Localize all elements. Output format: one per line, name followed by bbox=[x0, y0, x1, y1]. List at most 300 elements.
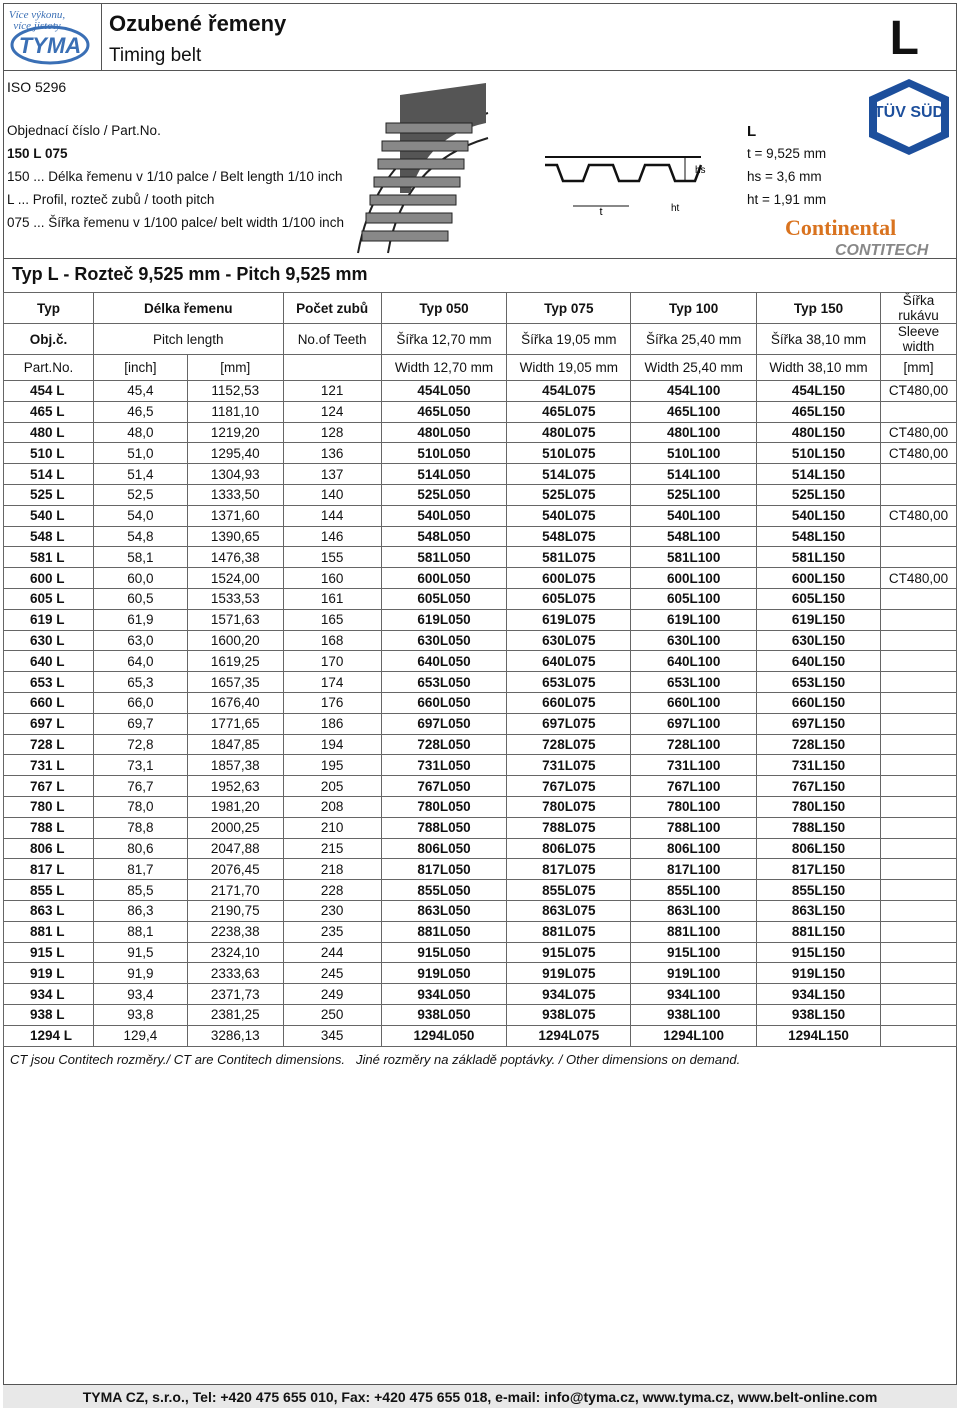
col-header: Width 12,70 mm bbox=[381, 355, 507, 381]
table-cell: 176 bbox=[283, 692, 381, 713]
table-cell: 817L050 bbox=[381, 859, 507, 880]
table-cell: 454 L bbox=[4, 381, 94, 402]
svg-text:TYMA: TYMA bbox=[18, 33, 82, 58]
col-header: Pitch length bbox=[93, 324, 283, 355]
title-bar bbox=[3, 3, 957, 71]
table-cell: 1295,40 bbox=[187, 443, 283, 464]
table-cell: 66,0 bbox=[93, 692, 187, 713]
table-cell: 525L150 bbox=[757, 484, 881, 505]
iso-standard: ISO 5296 bbox=[7, 79, 67, 95]
table-cell: 640 L bbox=[4, 651, 94, 672]
table-cell bbox=[880, 1025, 956, 1046]
info-line: 075 ... Šířka řemenu v 1/100 palce/ belt width 1/100 inch bbox=[7, 215, 344, 230]
table-cell: 660L050 bbox=[381, 692, 507, 713]
page-subtitle: Timing belt bbox=[109, 45, 202, 66]
table-cell: 525 L bbox=[4, 484, 94, 505]
table-cell: 510L075 bbox=[507, 443, 631, 464]
table-cell: 915L100 bbox=[631, 942, 757, 963]
table-cell: 245 bbox=[283, 963, 381, 984]
table-cell: 630L075 bbox=[507, 630, 631, 651]
table-cell: 250 bbox=[283, 1004, 381, 1025]
table-cell: 1981,20 bbox=[187, 796, 283, 817]
table-row bbox=[4, 734, 957, 755]
table-cell: 806L050 bbox=[381, 838, 507, 859]
table-cell: 788L075 bbox=[507, 817, 631, 838]
table-cell bbox=[880, 942, 956, 963]
col-header: [mm] bbox=[187, 355, 283, 381]
table-cell: 1600,20 bbox=[187, 630, 283, 651]
table-cell: 170 bbox=[283, 651, 381, 672]
table-cell: 938L150 bbox=[757, 1004, 881, 1025]
table-cell: 174 bbox=[283, 672, 381, 693]
spec-pitch: t = 9,525 mm bbox=[747, 146, 827, 161]
table-cell: 728L075 bbox=[507, 734, 631, 755]
table-row bbox=[4, 609, 957, 630]
table-cell: 73,1 bbox=[93, 755, 187, 776]
table-cell: 728L100 bbox=[631, 734, 757, 755]
continental-logo bbox=[783, 215, 953, 259]
info-line: L ... Profil, rozteč zubů / tooth pitch bbox=[7, 192, 215, 207]
col-header: Typ 100 bbox=[631, 293, 757, 324]
table-cell: 780 L bbox=[4, 796, 94, 817]
table-row bbox=[4, 630, 957, 651]
table-cell: 660L075 bbox=[507, 692, 631, 713]
table-cell: 660 L bbox=[4, 692, 94, 713]
table-cell bbox=[880, 734, 956, 755]
table-cell: 93,4 bbox=[93, 984, 187, 1005]
table-cell: 454L050 bbox=[381, 381, 507, 402]
svg-text:Více výkonu,: Více výkonu, bbox=[8, 9, 66, 21]
table-cell: 345 bbox=[283, 1025, 381, 1046]
header bbox=[3, 3, 957, 259]
table-cell: 697L075 bbox=[507, 713, 631, 734]
table-cell bbox=[880, 547, 956, 568]
table-cell: 230 bbox=[283, 900, 381, 921]
table-cell: 1771,65 bbox=[187, 713, 283, 734]
table-cell: 1571,63 bbox=[187, 609, 283, 630]
table-cell: 540L100 bbox=[631, 505, 757, 526]
table-cell: 855L075 bbox=[507, 880, 631, 901]
table-cell: 581L150 bbox=[757, 547, 881, 568]
table-cell bbox=[880, 776, 956, 797]
table-cell: 548L150 bbox=[757, 526, 881, 547]
tooth-profile-diagram bbox=[543, 151, 706, 218]
table-cell: 60,0 bbox=[93, 568, 187, 589]
spec-profile: L bbox=[747, 123, 757, 140]
table-cell: 581L075 bbox=[507, 547, 631, 568]
table-cell: 2047,88 bbox=[187, 838, 283, 859]
table-cell: 85,5 bbox=[93, 880, 187, 901]
table-cell: 46,5 bbox=[93, 401, 187, 422]
table-cell: 1619,25 bbox=[187, 651, 283, 672]
table-row bbox=[4, 796, 957, 817]
table-cell: 54,0 bbox=[93, 505, 187, 526]
table-cell: 780L050 bbox=[381, 796, 507, 817]
table-cell: 514L150 bbox=[757, 464, 881, 485]
table-cell: 2171,70 bbox=[187, 880, 283, 901]
table-header-row-2 bbox=[4, 324, 957, 355]
col-header: Počet zubů bbox=[283, 293, 381, 324]
table-cell: 630L100 bbox=[631, 630, 757, 651]
table-cell: 244 bbox=[283, 942, 381, 963]
col-header: Obj.č. bbox=[4, 324, 94, 355]
table-cell: 205 bbox=[283, 776, 381, 797]
table-cell: 1524,00 bbox=[187, 568, 283, 589]
table-cell: 600L050 bbox=[381, 568, 507, 589]
table-cell: 653L100 bbox=[631, 672, 757, 693]
table-cell: 915L075 bbox=[507, 942, 631, 963]
col-header: Šířka 38,10 mm bbox=[757, 324, 881, 355]
table-cell: 540 L bbox=[4, 505, 94, 526]
table-row bbox=[4, 880, 957, 901]
table-cell: 51,0 bbox=[93, 443, 187, 464]
table-cell: 697L150 bbox=[757, 713, 881, 734]
table-cell bbox=[880, 1004, 956, 1025]
table-row bbox=[4, 443, 957, 464]
table-header-row-3 bbox=[4, 355, 957, 381]
table-row bbox=[4, 984, 957, 1005]
table-cell: 697L100 bbox=[631, 713, 757, 734]
table-cell: 1847,85 bbox=[187, 734, 283, 755]
table-row bbox=[4, 588, 957, 609]
table-cell: 3286,13 bbox=[187, 1025, 283, 1046]
table-cell: 881L100 bbox=[631, 921, 757, 942]
table-cell: 510 L bbox=[4, 443, 94, 464]
table-cell bbox=[880, 651, 956, 672]
table-cell: 1152,53 bbox=[187, 381, 283, 402]
table-row bbox=[4, 692, 957, 713]
contitech-text: CONTITECH bbox=[835, 242, 929, 259]
belt-table bbox=[3, 292, 957, 1047]
col-header: Typ 050 bbox=[381, 293, 507, 324]
table-row bbox=[4, 568, 957, 589]
table-cell: 919 L bbox=[4, 963, 94, 984]
table-cell: 653L150 bbox=[757, 672, 881, 693]
table-cell: 1304,93 bbox=[187, 464, 283, 485]
title-divider bbox=[101, 3, 102, 71]
table-cell: 630L050 bbox=[381, 630, 507, 651]
table-cell: 465L075 bbox=[507, 401, 631, 422]
table-cell bbox=[880, 755, 956, 776]
table-cell: 165 bbox=[283, 609, 381, 630]
table-cell: 605L100 bbox=[631, 588, 757, 609]
table-cell: 731L100 bbox=[631, 755, 757, 776]
table-cell: 863L050 bbox=[381, 900, 507, 921]
table-cell: 64,0 bbox=[93, 651, 187, 672]
table-row bbox=[4, 526, 957, 547]
table-cell: 60,5 bbox=[93, 588, 187, 609]
table-cell: 480L050 bbox=[381, 422, 507, 443]
table-cell: 548L075 bbox=[507, 526, 631, 547]
table-cell: 581 L bbox=[4, 547, 94, 568]
table-cell: 697L050 bbox=[381, 713, 507, 734]
table-cell: 78,8 bbox=[93, 817, 187, 838]
table-cell: 881L050 bbox=[381, 921, 507, 942]
table-cell: 194 bbox=[283, 734, 381, 755]
table-cell: 788 L bbox=[4, 817, 94, 838]
table-cell: 806L100 bbox=[631, 838, 757, 859]
table-cell: 767 L bbox=[4, 776, 94, 797]
spec-hs: hs = 3,6 mm bbox=[747, 169, 822, 184]
table-cell: 45,4 bbox=[93, 381, 187, 402]
table-cell: 780L100 bbox=[631, 796, 757, 817]
table-cell: 480L075 bbox=[507, 422, 631, 443]
table-cell: 767L050 bbox=[381, 776, 507, 797]
table-cell: 2000,25 bbox=[187, 817, 283, 838]
table-cell: 697 L bbox=[4, 713, 94, 734]
table-cell: 919L100 bbox=[631, 963, 757, 984]
table-cell: 1181,10 bbox=[187, 401, 283, 422]
table-cell: 767L100 bbox=[631, 776, 757, 797]
table-cell: 140 bbox=[283, 484, 381, 505]
table-cell: 480 L bbox=[4, 422, 94, 443]
table-cell: 806 L bbox=[4, 838, 94, 859]
table-cell: 2324,10 bbox=[187, 942, 283, 963]
table-cell: 600L075 bbox=[507, 568, 631, 589]
table-cell: 919L075 bbox=[507, 963, 631, 984]
table-cell: 855 L bbox=[4, 880, 94, 901]
table-cell bbox=[880, 464, 956, 485]
table-cell: 465L050 bbox=[381, 401, 507, 422]
table-cell: 2076,45 bbox=[187, 859, 283, 880]
table-cell: 660L100 bbox=[631, 692, 757, 713]
table-cell: 600 L bbox=[4, 568, 94, 589]
info-line: 150 L 075 bbox=[7, 146, 68, 161]
table-cell: 58,1 bbox=[93, 547, 187, 568]
table-cell: 186 bbox=[283, 713, 381, 734]
table-cell: 640L150 bbox=[757, 651, 881, 672]
table-cell: 525L075 bbox=[507, 484, 631, 505]
table-cell: 619L050 bbox=[381, 609, 507, 630]
table-cell: 938L075 bbox=[507, 1004, 631, 1025]
table-row bbox=[4, 484, 957, 505]
table-cell: 525L100 bbox=[631, 484, 757, 505]
table-cell bbox=[880, 900, 956, 921]
table-cell: 728L150 bbox=[757, 734, 881, 755]
table-cell: 510L050 bbox=[381, 443, 507, 464]
table-cell: 605L050 bbox=[381, 588, 507, 609]
table-cell: 1952,63 bbox=[187, 776, 283, 797]
table-cell: 640L075 bbox=[507, 651, 631, 672]
table-row bbox=[4, 672, 957, 693]
col-header: Šířka rukávu bbox=[880, 293, 956, 324]
table-cell bbox=[880, 963, 956, 984]
table-cell: 915L150 bbox=[757, 942, 881, 963]
table-cell: 881L075 bbox=[507, 921, 631, 942]
table-row bbox=[4, 755, 957, 776]
table-row bbox=[4, 838, 957, 859]
table-cell: 806L150 bbox=[757, 838, 881, 859]
table-cell bbox=[880, 609, 956, 630]
table-cell: CT480,00 bbox=[880, 381, 956, 402]
continental-text: Continental bbox=[785, 215, 897, 240]
table-cell: 65,3 bbox=[93, 672, 187, 693]
table-cell: 52,5 bbox=[93, 484, 187, 505]
table-cell: 540L150 bbox=[757, 505, 881, 526]
footer-contact: TYMA CZ, s.r.o., Tel: +420 475 655 010, Fax: +420 475 655 018, e-mail: info@tyma.cz, www.tyma.cz, www.belt-online.com bbox=[3, 1384, 957, 1408]
table-cell: 510L150 bbox=[757, 443, 881, 464]
table-cell: 1657,35 bbox=[187, 672, 283, 693]
table-row bbox=[4, 713, 957, 734]
table-cell: 210 bbox=[283, 817, 381, 838]
table-cell: 1371,60 bbox=[187, 505, 283, 526]
table-cell: 915L050 bbox=[381, 942, 507, 963]
table-cell: 660L150 bbox=[757, 692, 881, 713]
col-header: Width 38,10 mm bbox=[757, 355, 881, 381]
table-row bbox=[4, 422, 957, 443]
table-cell: 731L075 bbox=[507, 755, 631, 776]
table-cell: 938L100 bbox=[631, 1004, 757, 1025]
table-cell: 161 bbox=[283, 588, 381, 609]
col-header: Šířka 19,05 mm bbox=[507, 324, 631, 355]
hs-label: hs bbox=[695, 165, 706, 176]
table-cell: 514L100 bbox=[631, 464, 757, 485]
pitch-label: t bbox=[599, 206, 603, 218]
ct-note: CT jsou Contitech rozměry./ CT are Contitech dimensions. bbox=[10, 1052, 345, 1067]
table-cell: 144 bbox=[283, 505, 381, 526]
table-cell: 2190,75 bbox=[187, 900, 283, 921]
table-cell: 938 L bbox=[4, 1004, 94, 1025]
table-cell: 1333,50 bbox=[187, 484, 283, 505]
table-row bbox=[4, 401, 957, 422]
table-cell: 767L150 bbox=[757, 776, 881, 797]
page-title: Ozubené řemeny bbox=[109, 11, 287, 36]
table-cell: 934L075 bbox=[507, 984, 631, 1005]
table-cell: 600L100 bbox=[631, 568, 757, 589]
table-cell: 88,1 bbox=[93, 921, 187, 942]
table-cell: 788L100 bbox=[631, 817, 757, 838]
table-cell bbox=[880, 817, 956, 838]
table-cell: 780L075 bbox=[507, 796, 631, 817]
table-cell: 653L050 bbox=[381, 672, 507, 693]
table-cell: 514 L bbox=[4, 464, 94, 485]
table-cell: 855L050 bbox=[381, 880, 507, 901]
table-cell: 129,4 bbox=[93, 1025, 187, 1046]
col-header: Šířka 12,70 mm bbox=[381, 324, 507, 355]
table-cell: 1857,38 bbox=[187, 755, 283, 776]
table-cell: 81,7 bbox=[93, 859, 187, 880]
table-cell: 548L050 bbox=[381, 526, 507, 547]
table-cell: 938L050 bbox=[381, 1004, 507, 1025]
table-cell: 78,0 bbox=[93, 796, 187, 817]
table-cell: 465L150 bbox=[757, 401, 881, 422]
table-cell: 548 L bbox=[4, 526, 94, 547]
info-line: Objednací číslo / Part.No. bbox=[7, 123, 161, 138]
table-cell: 2381,25 bbox=[187, 1004, 283, 1025]
table-cell: 919L050 bbox=[381, 963, 507, 984]
table-cell: 1676,40 bbox=[187, 692, 283, 713]
table-cell: 93,8 bbox=[93, 1004, 187, 1025]
table-cell: 215 bbox=[283, 838, 381, 859]
table-cell: 605L150 bbox=[757, 588, 881, 609]
table-cell: 731 L bbox=[4, 755, 94, 776]
table-cell: 619L075 bbox=[507, 609, 631, 630]
table-cell: 91,5 bbox=[93, 942, 187, 963]
table-cell: 817L100 bbox=[631, 859, 757, 880]
table-cell: 54,8 bbox=[93, 526, 187, 547]
col-header: No.of Teeth bbox=[283, 324, 381, 355]
profile-letter: L bbox=[889, 12, 919, 65]
table-cell: 525L050 bbox=[381, 484, 507, 505]
table-cell: 1390,65 bbox=[187, 526, 283, 547]
table-cell: CT480,00 bbox=[880, 443, 956, 464]
table-cell: 72,8 bbox=[93, 734, 187, 755]
table-cell: 235 bbox=[283, 921, 381, 942]
table-cell: 653 L bbox=[4, 672, 94, 693]
table-cell: 124 bbox=[283, 401, 381, 422]
table-cell: 2333,63 bbox=[187, 963, 283, 984]
tuv-logo bbox=[865, 77, 953, 157]
table-cell: 2371,73 bbox=[187, 984, 283, 1005]
table-cell: 863 L bbox=[4, 900, 94, 921]
table-cell: 540L050 bbox=[381, 505, 507, 526]
table-cell: 1294L100 bbox=[631, 1025, 757, 1046]
table-cell bbox=[880, 713, 956, 734]
table-cell: 934L150 bbox=[757, 984, 881, 1005]
table-cell: 69,7 bbox=[93, 713, 187, 734]
table-cell bbox=[880, 838, 956, 859]
belt-image bbox=[348, 83, 488, 253]
col-header: Width 19,05 mm bbox=[507, 355, 631, 381]
col-header: [inch] bbox=[93, 355, 187, 381]
table-cell: 61,9 bbox=[93, 609, 187, 630]
table-cell: 780L150 bbox=[757, 796, 881, 817]
table-cell: 1294L150 bbox=[757, 1025, 881, 1046]
col-header: Width 25,40 mm bbox=[631, 355, 757, 381]
table-row bbox=[4, 1025, 957, 1046]
table-cell: 137 bbox=[283, 464, 381, 485]
table-cell: 731L050 bbox=[381, 755, 507, 776]
table-cell: 160 bbox=[283, 568, 381, 589]
table-cell: 548L100 bbox=[631, 526, 757, 547]
table-cell: 817L150 bbox=[757, 859, 881, 880]
table-cell: 136 bbox=[283, 443, 381, 464]
table-cell: 465 L bbox=[4, 401, 94, 422]
table-row bbox=[4, 1004, 957, 1025]
table-cell: 510L100 bbox=[631, 443, 757, 464]
table-cell: 731L150 bbox=[757, 755, 881, 776]
table-cell: CT480,00 bbox=[880, 505, 956, 526]
table-cell: 619 L bbox=[4, 609, 94, 630]
table-row bbox=[4, 651, 957, 672]
table-cell: 63,0 bbox=[93, 630, 187, 651]
table-cell: 640L100 bbox=[631, 651, 757, 672]
table-cell: 1533,53 bbox=[187, 588, 283, 609]
table-cell bbox=[880, 588, 956, 609]
table-cell: 80,6 bbox=[93, 838, 187, 859]
table-cell: 514L050 bbox=[381, 464, 507, 485]
table-cell: 919L150 bbox=[757, 963, 881, 984]
table-row bbox=[4, 859, 957, 880]
table-cell: 863L075 bbox=[507, 900, 631, 921]
table-cell: 863L100 bbox=[631, 900, 757, 921]
table-cell: 817 L bbox=[4, 859, 94, 880]
table-cell bbox=[880, 672, 956, 693]
table-cell: 454L150 bbox=[757, 381, 881, 402]
table-cell: CT480,00 bbox=[880, 568, 956, 589]
table-body bbox=[4, 381, 957, 1047]
table-cell bbox=[880, 796, 956, 817]
table-cell: 934L100 bbox=[631, 984, 757, 1005]
table-cell: 51,4 bbox=[93, 464, 187, 485]
tuv-text: TÜV SÜD bbox=[873, 104, 945, 121]
table-cell: CT480,00 bbox=[880, 422, 956, 443]
table-cell: 1219,20 bbox=[187, 422, 283, 443]
table-cell bbox=[880, 401, 956, 422]
table-cell: 728 L bbox=[4, 734, 94, 755]
table-cell: 465L100 bbox=[631, 401, 757, 422]
table-cell: 581L100 bbox=[631, 547, 757, 568]
